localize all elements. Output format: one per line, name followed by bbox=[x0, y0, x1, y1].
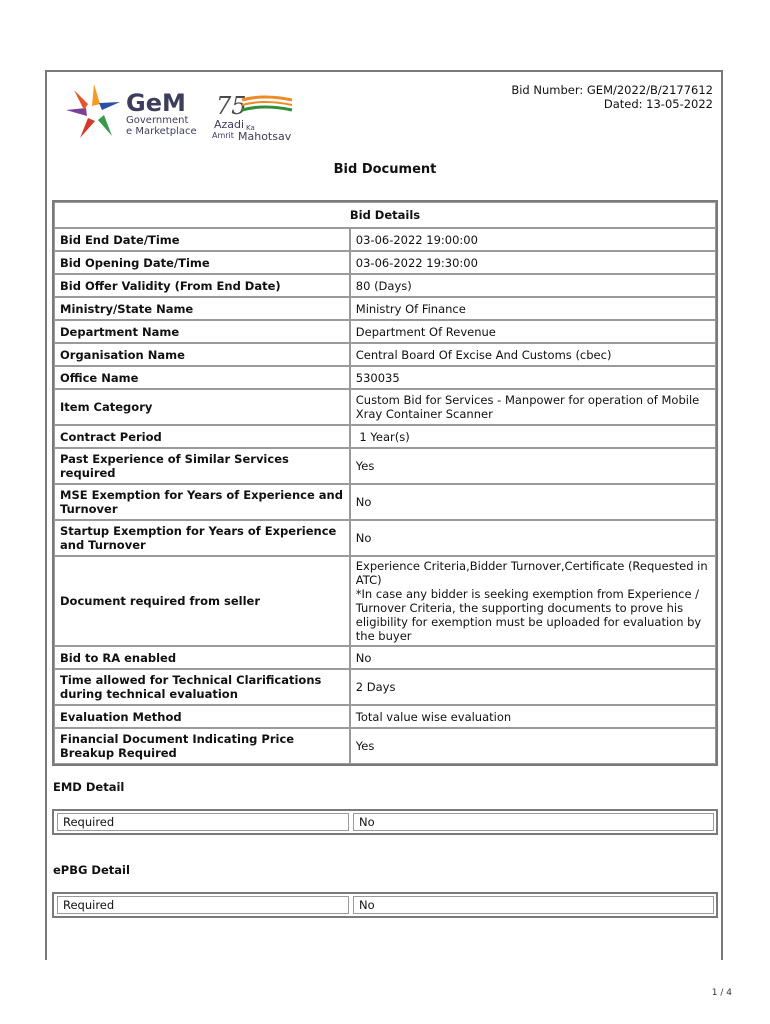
svg-text:Azadi: Azadi bbox=[214, 118, 245, 131]
document-title: Bid Document bbox=[333, 162, 437, 177]
table-row bbox=[54, 669, 716, 705]
bid-dated: Dated: 13-05-2022 bbox=[603, 97, 713, 111]
table-row bbox=[54, 728, 716, 764]
row-label: Ministry/State Name bbox=[54, 297, 350, 320]
svg-text:Amrit: Amrit bbox=[212, 131, 234, 140]
row-value: 03-06-2022 19:00:00 bbox=[350, 228, 716, 251]
row-label: MSE Exemption for Years of Experience and Turnover bbox=[54, 484, 350, 520]
gem-logo-icon bbox=[64, 80, 324, 150]
svg-text:Mahotsav: Mahotsav bbox=[238, 130, 292, 143]
row-value: 03-06-2022 19:30:00 bbox=[350, 251, 716, 274]
emd-required-label: Required bbox=[57, 813, 349, 831]
row-label: Evaluation Method bbox=[54, 705, 350, 728]
emd-required-value: No bbox=[353, 813, 714, 831]
row-value: Experience Criteria,Bidder Turnover,Certificate (Requested in ATC) *In case any bidder is seeking exemption from Experience / Turnover Criteria, the supporting documents to prove his eligibility for exemption must be uploaded for evaluation by the buyer bbox=[350, 556, 716, 646]
row-label: Bid Opening Date/Time bbox=[54, 251, 350, 274]
epbg-detail-title: ePBG Detail bbox=[53, 863, 130, 877]
row-value: Department Of Revenue bbox=[350, 320, 716, 343]
row-label: Department Name bbox=[54, 320, 350, 343]
table-row bbox=[54, 343, 716, 366]
row-value: Yes bbox=[350, 448, 716, 484]
epbg-detail-table bbox=[52, 892, 718, 918]
row-value: Total value wise evaluation bbox=[350, 705, 716, 728]
row-value: 2 Days bbox=[350, 669, 716, 705]
table-row bbox=[54, 297, 716, 320]
table-row bbox=[54, 320, 716, 343]
row-value: Ministry Of Finance bbox=[350, 297, 716, 320]
emd-detail-title: EMD Detail bbox=[53, 780, 125, 794]
row-value: No bbox=[350, 646, 716, 669]
row-label: Office Name bbox=[54, 366, 350, 389]
table-row bbox=[54, 448, 716, 484]
svg-text:e Marketplace: e Marketplace bbox=[126, 126, 197, 137]
epbg-required-value: No bbox=[353, 896, 714, 914]
row-label: Organisation Name bbox=[54, 343, 350, 366]
table-row bbox=[54, 705, 716, 728]
row-value: 1 Year(s) bbox=[350, 425, 716, 448]
row-value: Yes bbox=[350, 728, 716, 764]
row-label: Time allowed for Technical Clarifications during technical evaluation bbox=[54, 669, 350, 705]
table-row bbox=[54, 484, 716, 520]
row-value: Custom Bid for Services - Manpower for operation of Mobile Xray Container Scanner bbox=[350, 389, 716, 425]
row-label: Startup Exemption for Years of Experience and Turnover bbox=[54, 520, 350, 556]
row-label: Item Category bbox=[54, 389, 350, 425]
table-row bbox=[54, 251, 716, 274]
svg-text:Ka: Ka bbox=[246, 124, 255, 132]
row-label: Bid to RA enabled bbox=[54, 646, 350, 669]
row-label: Document required from seller bbox=[54, 556, 350, 646]
epbg-required-label: Required bbox=[57, 896, 349, 914]
table-row bbox=[54, 366, 716, 389]
row-value: Central Board Of Excise And Customs (cbec) bbox=[350, 343, 716, 366]
bid-number: Bid Number: GEM/2022/B/2177612 bbox=[511, 83, 713, 97]
row-label: Past Experience of Similar Services required bbox=[54, 448, 350, 484]
table-row bbox=[54, 646, 716, 669]
bid-details-table bbox=[52, 200, 718, 766]
row-label: Bid End Date/Time bbox=[54, 228, 350, 251]
row-value: No bbox=[350, 484, 716, 520]
row-label: Financial Document Indicating Price Breakup Required bbox=[54, 728, 350, 764]
row-label: Bid Offer Validity (From End Date) bbox=[54, 274, 350, 297]
svg-text:75: 75 bbox=[216, 92, 247, 120]
table-row bbox=[54, 556, 716, 646]
svg-text:GeM: GeM bbox=[126, 89, 186, 117]
bid-details-heading: Bid Details bbox=[54, 202, 716, 228]
header-logos bbox=[64, 80, 324, 150]
page-number: 1 / 4 bbox=[711, 988, 732, 998]
table-row bbox=[54, 520, 716, 556]
svg-text:Government: Government bbox=[126, 115, 189, 126]
row-value: 530035 bbox=[350, 366, 716, 389]
emd-detail-table bbox=[52, 809, 718, 835]
table-row bbox=[54, 425, 716, 448]
table-row bbox=[54, 228, 716, 251]
row-label: Contract Period bbox=[54, 425, 350, 448]
row-value: No bbox=[350, 520, 716, 556]
bid-meta bbox=[511, 83, 713, 111]
row-value: 80 (Days) bbox=[350, 274, 716, 297]
table-row bbox=[54, 389, 716, 425]
table-row bbox=[54, 274, 716, 297]
